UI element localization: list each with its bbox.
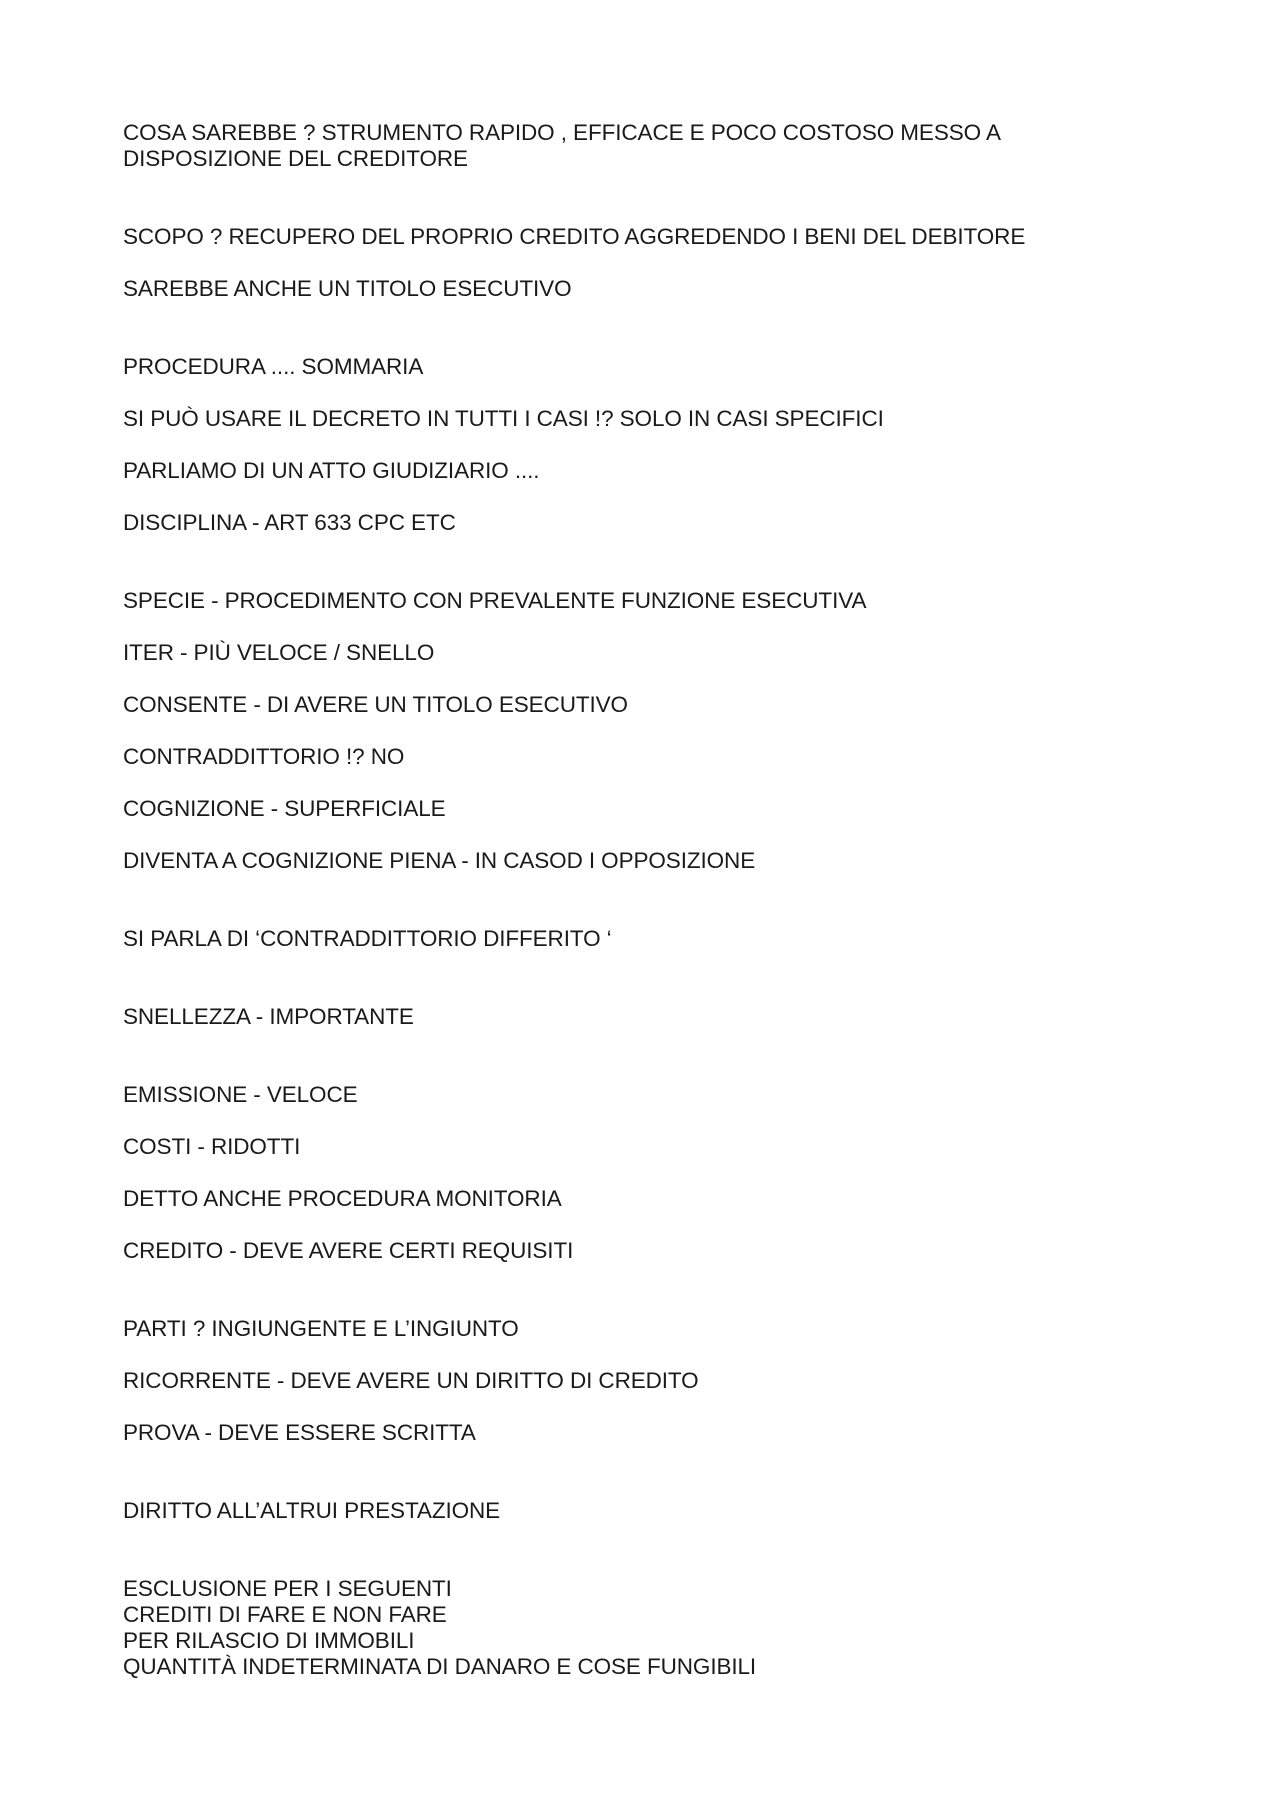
text-line: DISCIPLINA - ART 633 CPC ETC [123, 510, 456, 535]
text-line: DETTO ANCHE PROCEDURA MONITORIA [123, 1186, 562, 1211]
text-line: COSTI - RIDOTTI [123, 1134, 301, 1159]
text-line: SI PARLA DI ‘CONTRADDITTORIO DIFFERITO ‘ [123, 926, 612, 951]
text-line: SAREBBE ANCHE UN TITOLO ESECUTIVO [123, 276, 572, 301]
text-line: CONTRADDITTORIO !? NO [123, 744, 405, 769]
text-line: COSA SAREBBE ? STRUMENTO RAPIDO , EFFICACE E POCO COSTOSO MESSO A [123, 120, 1001, 145]
text-line: EMISSIONE - VELOCE [123, 1082, 358, 1107]
text-line: SPECIE - PROCEDIMENTO CON PREVALENTE FUNZIONE ESECUTIVA [123, 588, 867, 613]
text-line: PROCEDURA .... SOMMARIA [123, 354, 424, 379]
text-line: PER RILASCIO DI IMMOBILI [123, 1628, 415, 1653]
text-line: DISPOSIZIONE DEL CREDITORE [123, 146, 468, 171]
text-line: PARLIAMO DI UN ATTO GIUDIZIARIO .... [123, 458, 540, 483]
text-line: DIRITTO ALL’ALTRUI PRESTAZIONE [123, 1498, 501, 1523]
text-line: DIVENTA A COGNIZIONE PIENA - IN CASOD I OPPOSIZIONE [123, 848, 756, 873]
text-line: ESCLUSIONE PER I SEGUENTI [123, 1576, 452, 1601]
text-line: QUANTITÀ INDETERMINATA DI DANARO E COSE FUNGIBILI [123, 1654, 757, 1679]
text-line: ITER - PIÙ VELOCE / SNELLO [123, 640, 435, 665]
text-line: CREDITI DI FARE E NON FARE [123, 1602, 447, 1627]
text-line: CONSENTE - DI AVERE UN TITOLO ESECUTIVO [123, 692, 628, 717]
text-line: SCOPO ? RECUPERO DEL PROPRIO CREDITO AGGREDENDO I BENI DEL DEBITORE [123, 224, 1026, 249]
text-line: PROVA - DEVE ESSERE SCRITTA [123, 1420, 476, 1445]
text-line: SNELLEZZA - IMPORTANTE [123, 1004, 414, 1029]
text-line: PARTI ? INGIUNGENTE E L’INGIUNTO [123, 1316, 519, 1341]
text-line: RICORRENTE - DEVE AVERE UN DIRITTO DI CREDITO [123, 1368, 699, 1393]
text-line: CREDITO - DEVE AVERE CERTI REQUISITI [123, 1238, 574, 1263]
text-line: SI PUÒ USARE IL DECRETO IN TUTTI I CASI !? SOLO IN CASI SPECIFICI [123, 406, 884, 431]
text-line: COGNIZIONE - SUPERFICIALE [123, 796, 446, 821]
